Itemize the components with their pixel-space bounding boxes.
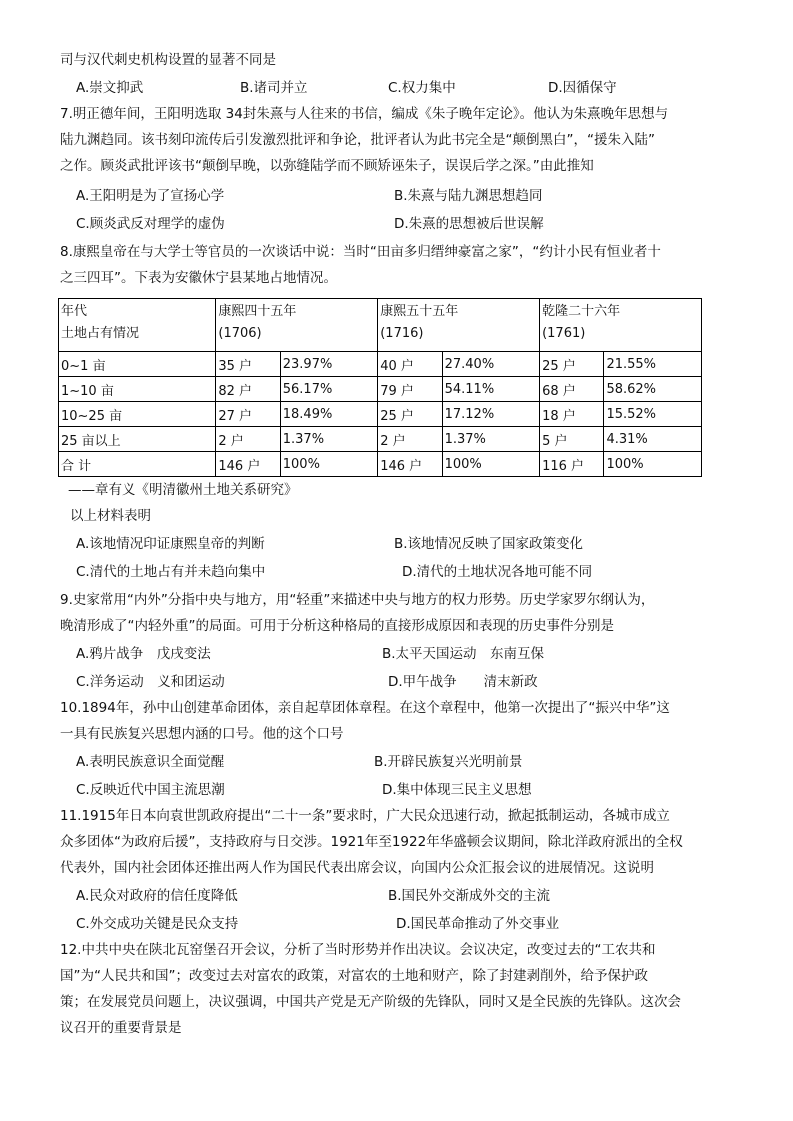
table-row [59, 377, 702, 402]
q9-option-a[interactable]: A.鸦片战争 戊戌变法 [76, 646, 211, 662]
q8-source-citation: ——章有义《明清徽州土地关系研究》 [68, 482, 298, 498]
q12-stem-line: 议召开的重要背景是 [60, 1020, 182, 1036]
q10-option-a[interactable]: A.表明民族意识全面觉醒 [76, 754, 225, 770]
year-header-year: (1706) [218, 326, 262, 341]
year-header-name: 康熙五十五年 [380, 304, 459, 319]
cell-percent: 1.37% [442, 427, 539, 452]
q11-stem-line: 11.1915年日本向袁世凯政府提出“二十一条”要求时，广大民众迅速行动，掀起抵制运动，各城市成立 [60, 808, 670, 824]
q7-option-b[interactable]: B.朱熹与陆九渊思想趋同 [394, 188, 543, 204]
table-corner-cell [59, 299, 216, 352]
cell-percent: 17.12% [442, 402, 539, 427]
q11-option-d[interactable]: D.国民革命推动了外交事业 [396, 916, 560, 932]
cell-percent: 100% [280, 452, 377, 477]
q9-stem-line: 晚清形成了“内轻外重”的局面。可用于分析这种格局的直接形成原因和表现的历史事件分别是 [60, 618, 614, 634]
q7-option-d[interactable]: D.朱熹的思想被后世误解 [394, 216, 544, 232]
q10-option-c[interactable]: C.反映近代中国主流思潮 [76, 782, 225, 798]
cell-percent: 54.11% [442, 377, 539, 402]
corner-top-label: 年代 [61, 304, 88, 319]
row-label: 合 计 [59, 452, 216, 477]
cell-households: 2 户 [378, 427, 442, 452]
q12-stem-line: 12.中共中央在陕北瓦窑堡召开会议，分析了当时形势并作出决议。会议决定，改变过去的“工农共和 [60, 942, 656, 958]
q7-option-a[interactable]: A.王阳明是为了宣扬心学 [76, 188, 225, 204]
q9-option-c[interactable]: C.洋务运动 义和团运动 [76, 674, 225, 690]
q9-option-d[interactable]: D.甲午战争 清末新政 [388, 674, 538, 690]
q11-option-b[interactable]: B.国民外交渐成外交的主流 [388, 888, 551, 904]
table-total-row [59, 452, 702, 477]
q6-option-a[interactable]: A.崇文抑武 [76, 80, 144, 96]
row-label: 10~25 亩 [59, 402, 216, 427]
cell-percent: 21.55% [604, 352, 702, 377]
q7-stem-line: 7.明正德年间，王阳明选取 34封朱熹与人往来的书信，编成《朱子晚年定论》。他认为朱熹晚年思想与 [60, 106, 669, 122]
q12-stem-line: 策；在发展党员问题上，决议强调，中国共产党是无产阶级的先锋队，同时又是全民族的先锋队。这次会 [60, 994, 681, 1010]
year-header-1761 [540, 299, 702, 352]
cell-percent: 1.37% [280, 427, 377, 452]
q6-option-c[interactable]: C.权力集中 [388, 80, 456, 96]
row-label: 25 亩以上 [59, 427, 216, 452]
q10-stem-line: 一具有民族复兴思想内涵的口号。他的这个口号 [60, 726, 344, 742]
q7-stem-line: 陆九渊趋同。该书刻印流传后引发激烈批评和争论，批评者认为此书完全是“颠倒黑白”，“援朱入陆” [60, 132, 655, 148]
q11-stem-line: 代表外，国内社会团体还推出两人作为国民代表出席会议，向国内公众汇报会议的进展情况。这说明 [60, 860, 654, 876]
row-label: 0~1 亩 [59, 352, 216, 377]
cell-households: 146 户 [216, 452, 280, 477]
q8-stem-line: 之三四耳”。下表为安徽休宁县某地占地情况。 [60, 270, 337, 286]
cell-percent: 4.31% [604, 427, 702, 452]
table-header-row [59, 299, 702, 352]
q10-stem-line: 10.1894年，孙中山创建革命团体，亲自起草团体章程。在这个章程中，他第一次提出了“振兴中华”这 [60, 700, 670, 716]
cell-households: 18 户 [540, 402, 604, 427]
q6-option-b[interactable]: B.诸司并立 [240, 80, 308, 96]
corner-bottom-label: 土地占有情况 [61, 326, 140, 341]
year-header-year: (1716) [380, 326, 424, 341]
cell-households: 146 户 [378, 452, 442, 477]
q7-stem-line: 之作。顾炎武批评该书“颠倒早晚，以弥缝陆学而不顾矫诬朱子，误误后学之深。”由此推知 [60, 158, 594, 174]
cell-percent: 100% [604, 452, 702, 477]
q9-stem-line: 9.史家常用“内外”分指中央与地方，用“轻重”来描述中央与地方的权力形势。历史学家罗尔纲认为， [60, 592, 655, 608]
cell-households: 82 户 [216, 377, 280, 402]
cell-households: 5 户 [540, 427, 604, 452]
table-row [59, 402, 702, 427]
q8-conclusion: 以上材料表明 [70, 508, 151, 524]
cell-households: 35 户 [216, 352, 280, 377]
q10-option-d[interactable]: D.集中体现三民主义思想 [382, 782, 532, 798]
year-header-name: 康熙四十五年 [218, 304, 297, 319]
cell-households: 116 户 [540, 452, 604, 477]
q8-option-b[interactable]: B.该地情况反映了国家政策变化 [394, 536, 584, 552]
cell-percent: 18.49% [280, 402, 377, 427]
q8-option-a[interactable]: A.该地情况印证康熙皇帝的判断 [76, 536, 265, 552]
cell-households: 27 户 [216, 402, 280, 427]
q9-option-b[interactable]: B.太平天国运动 东南互保 [382, 646, 545, 662]
cell-percent: 100% [442, 452, 539, 477]
q8-stem-line: 8.康熙皇帝在与大学士等官员的一次谈话中说：当时“田亩多归缙绅豪富之家”，“约计小民有恒业者十 [60, 244, 661, 260]
cell-percent: 15.52% [604, 402, 702, 427]
q6-stem-tail: 司与汉代刺史机构设置的显著不同是 [60, 52, 276, 68]
table-row [59, 352, 702, 377]
cell-households: 25 户 [540, 352, 604, 377]
q11-stem-line: 众多团体“为政府后援”，支持政府与日交涉。1921年至1922年华盛顿会议期间，除北洋政府派出的全权 [60, 834, 683, 850]
q8-option-d[interactable]: D.清代的土地状况各地可能不同 [402, 564, 593, 580]
q8-option-c[interactable]: C.清代的土地占有并未趋向集中 [76, 564, 266, 580]
cell-percent: 56.17% [280, 377, 377, 402]
q12-stem-line: 国”为“人民共和国”；改变过去对富农的政策，对富农的土地和财产，除了封建剥削外，给予保护政 [60, 968, 648, 984]
year-header-1706 [216, 299, 378, 352]
cell-percent: 23.97% [280, 352, 377, 377]
cell-households: 2 户 [216, 427, 280, 452]
row-label: 1~10 亩 [59, 377, 216, 402]
year-header-1716 [378, 299, 540, 352]
q6-option-d[interactable]: D.因循保守 [548, 80, 617, 96]
cell-households: 25 户 [378, 402, 442, 427]
cell-percent: 58.62% [604, 377, 702, 402]
table-row [59, 427, 702, 452]
q11-option-c[interactable]: C.外交成功关键是民众支持 [76, 916, 239, 932]
year-header-name: 乾隆二十六年 [542, 304, 621, 319]
year-header-year: (1761) [542, 326, 586, 341]
cell-percent: 27.40% [442, 352, 539, 377]
cell-households: 68 户 [540, 377, 604, 402]
q11-option-a[interactable]: A.民众对政府的信任度降低 [76, 888, 238, 904]
cell-households: 40 户 [378, 352, 442, 377]
land-ownership-table [58, 298, 702, 477]
cell-households: 79 户 [378, 377, 442, 402]
q7-option-c[interactable]: C.顾炎武反对理学的虚伪 [76, 216, 225, 232]
q10-option-b[interactable]: B.开辟民族复兴光明前景 [374, 754, 523, 770]
